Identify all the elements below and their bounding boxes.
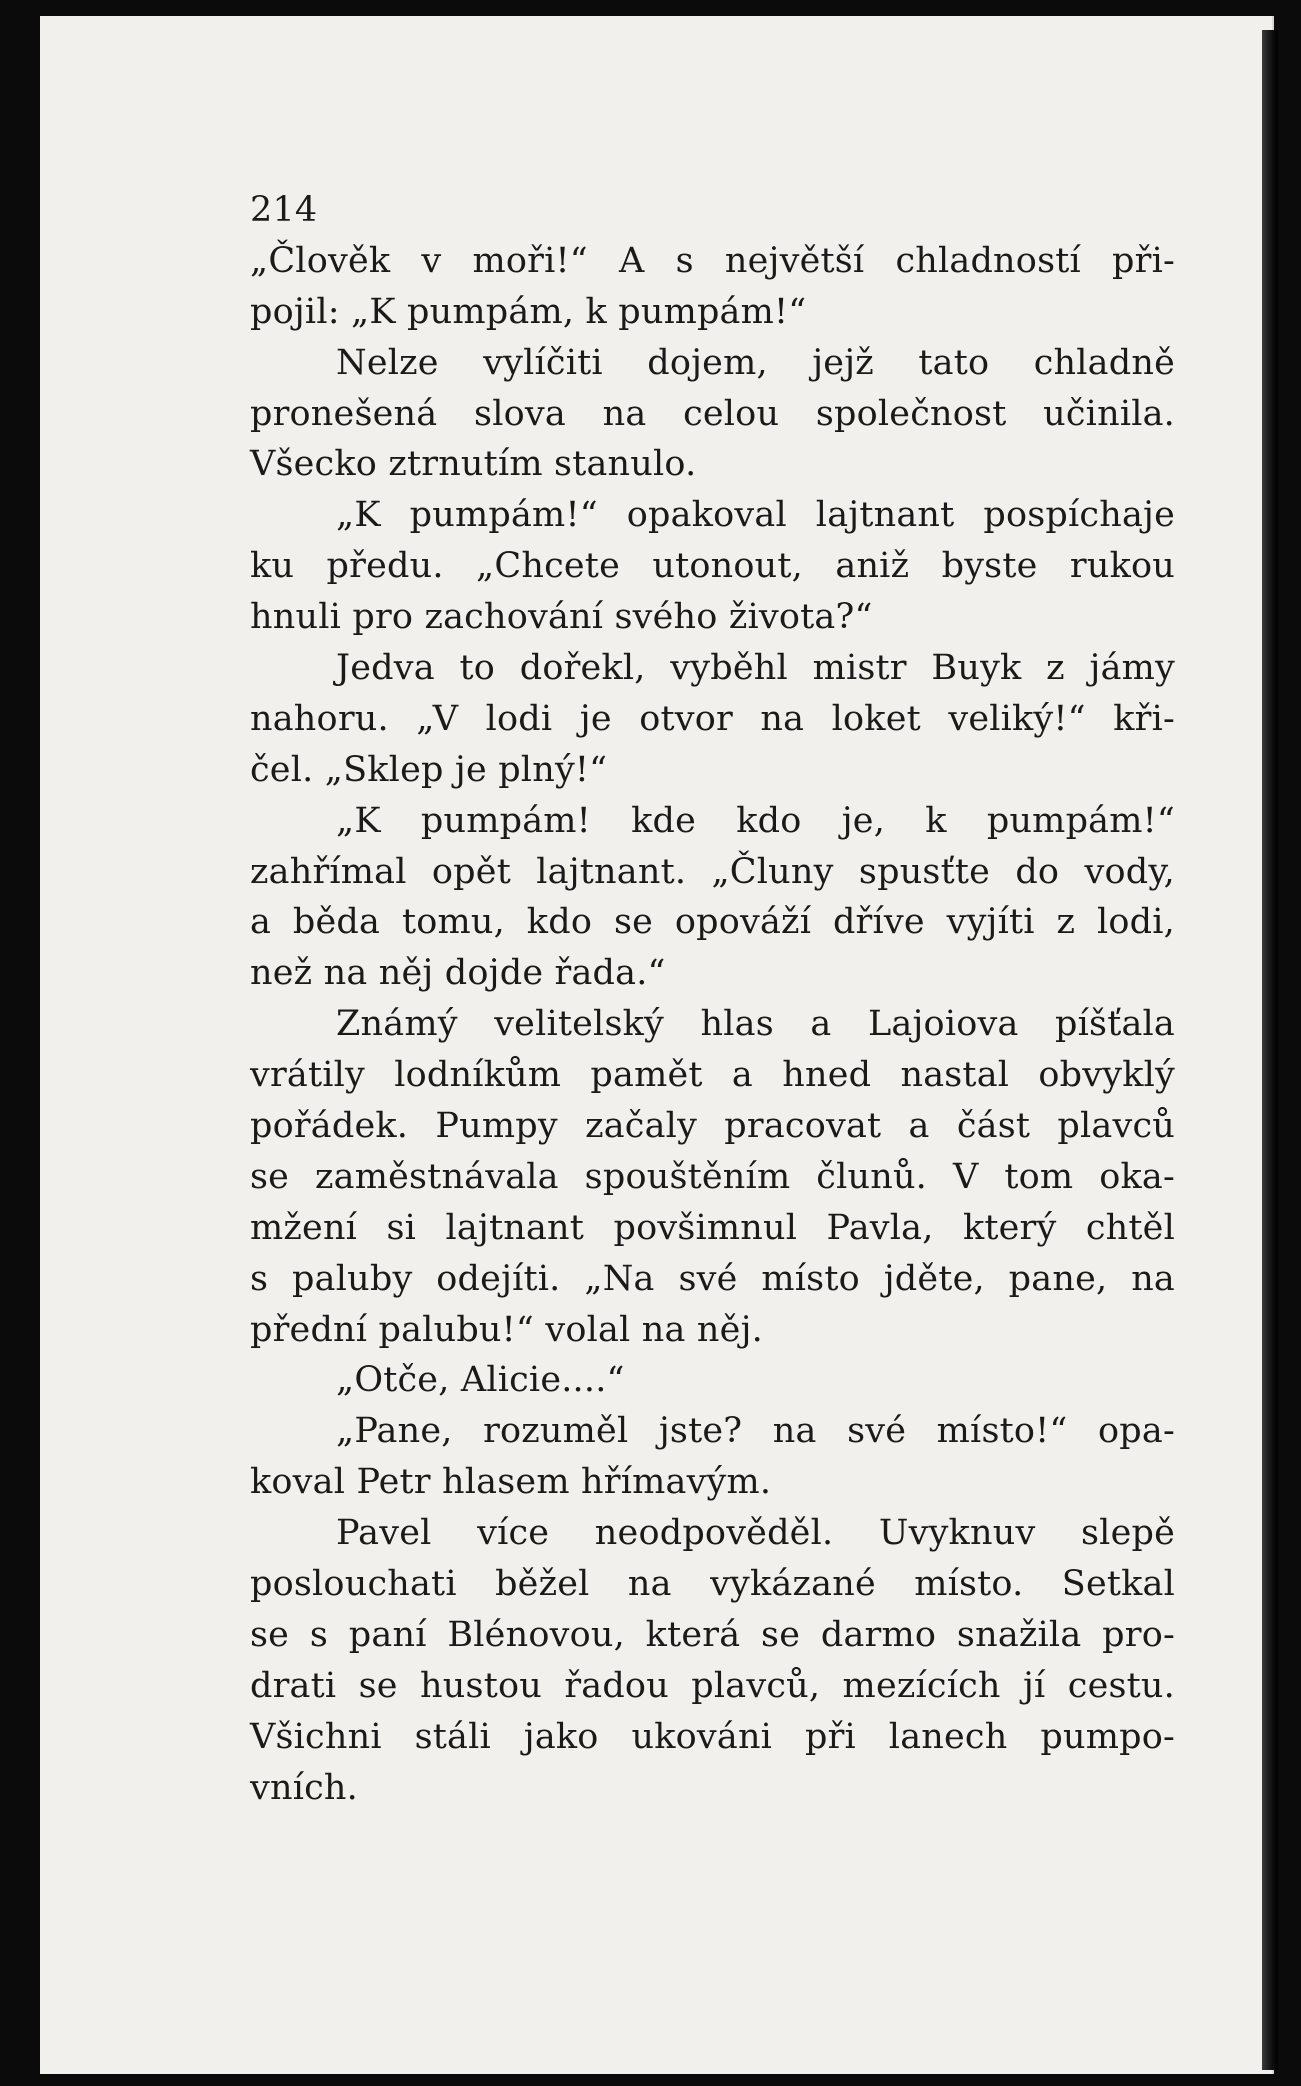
text-line: pronešená slova na celou společnost učinila. — [250, 393, 1175, 434]
text-line: mžení si lajtnant povšimnul Pavla, který chtěl — [250, 1207, 1175, 1248]
text-line: Všichni stáli jako ukováni při lanech pumpo- — [250, 1716, 1175, 1757]
text-line: Pavel více neodpověděl. Uvyknuv slepě — [336, 1513, 1175, 1554]
text-line: vních. — [250, 1767, 358, 1808]
text-line: Známý velitelský hlas a Lajoiova píšťala — [336, 1004, 1175, 1045]
text-line: „K pumpám!“ opakoval lajtnant pospíchaje — [336, 495, 1175, 536]
text-block — [250, 185, 1175, 1814]
text-line: „K pumpám! kde kdo je, k pumpám!“ — [336, 800, 1175, 841]
text-line: a běda tomu, kdo se opováží dříve vyjíti z lodi, — [250, 902, 1175, 943]
text-line: koval Petr hlasem hřímavým. — [250, 1462, 772, 1503]
text-line: „Člověk v moři!“ A s největší chladností při- — [250, 240, 1175, 281]
text-line: pořádek. Pumpy začaly pracovat a část plavců — [250, 1106, 1175, 1147]
text-line: „Otče, Alicie....“ — [336, 1360, 625, 1401]
text-line: hnuli pro zachování svého života?“ — [250, 597, 873, 638]
text-line: s paluby odejíti. „Na své místo jděte, pane, na — [250, 1258, 1175, 1299]
text-line: „Pane, rozuměl jste? na své místo!“ opa- — [336, 1411, 1175, 1452]
text-line: Jedva to dořekl, vyběhl mistr Buyk z jámy — [336, 648, 1175, 689]
text-line: Všecko ztrnutím stanulo. — [250, 444, 697, 485]
text-line: Nelze vylíčiti dojem, jejž tato chladně — [336, 342, 1175, 383]
text-line: se s paní Blénovou, která se darmo snažila pro- — [250, 1614, 1175, 1655]
text-line: nahoru. „V lodi je otvor na loket veliký!“ kři- — [250, 698, 1175, 739]
page-number: 214 — [250, 190, 318, 230]
text-line: vrátily lodníkům pamět a hned nastal obvyklý — [250, 1055, 1175, 1096]
text-line: se zaměstnávala spouštěním člunů. V tom oka- — [250, 1156, 1175, 1197]
text-line: přední palubu!“ volal na něj. — [250, 1309, 763, 1350]
text-line: pojil: „K pumpám, k pumpám!“ — [250, 291, 807, 332]
text-line: zahřímal opět lajtnant. „Čluny spusťte do vody, — [250, 851, 1175, 892]
text-line: poslouchati běžel na vykázané místo. Setkal — [250, 1564, 1175, 1605]
paragraph-lines — [250, 236, 1175, 1814]
text-line: než na něj dojde řada.“ — [250, 953, 666, 994]
text-line: čel. „Sklep je plný!“ — [250, 749, 608, 790]
text-line: ku předu. „Chcete utonout, aniž byste rukou — [250, 546, 1175, 587]
page-binding-edge — [1262, 30, 1278, 2070]
text-line: drati se hustou řadou plavců, mezících jí cestu. — [250, 1665, 1175, 1706]
